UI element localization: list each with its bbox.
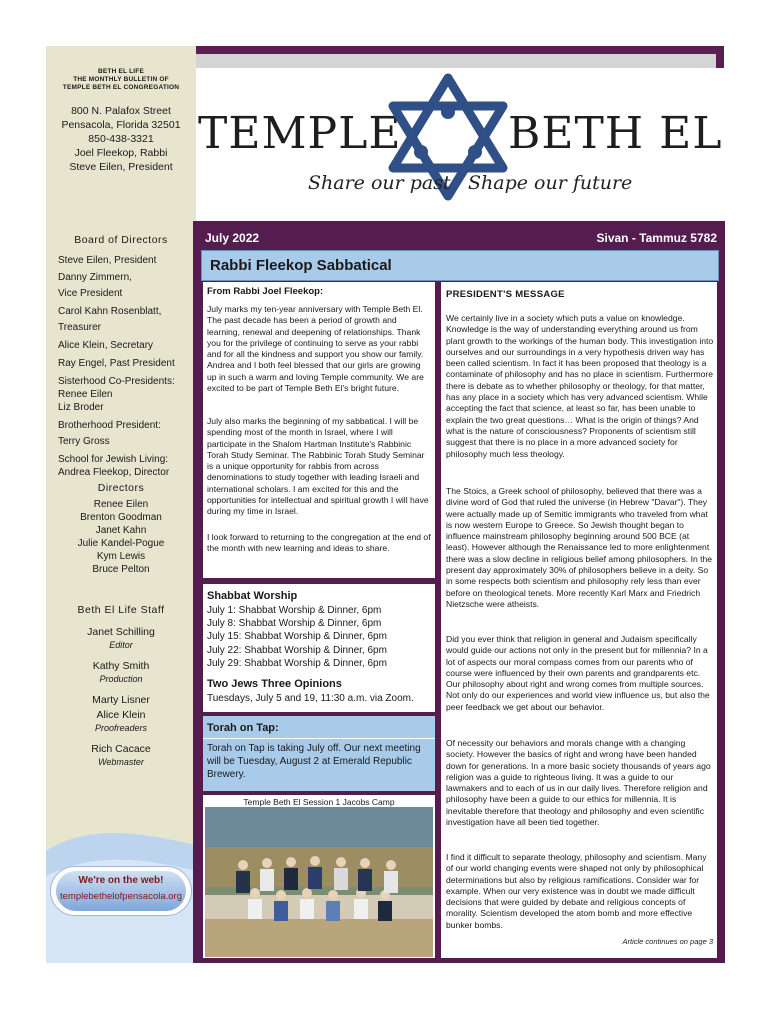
rabbi-letter: [203, 282, 435, 578]
shabbat-item: July 29: Shabbat Worship & Dinner, 6pm: [207, 657, 387, 669]
board-member: Treasurer: [58, 322, 101, 333]
hebrew-date: Sivan - Tammuz 5782: [596, 231, 717, 245]
bulletin-subtitle: THE MONTHLY BULLETIN OF: [73, 76, 169, 83]
bulletin-title: BETH EL LIFE: [98, 68, 144, 75]
presidents-heading: PRESIDENT'S MESSAGE: [446, 289, 565, 300]
director: Kym Lewis: [96, 551, 146, 562]
board-member: Ray Engel, Past President: [58, 358, 175, 369]
presidents-p3: Did you ever think that religion in general and Judaism specifically would guide our actions not only in the present but for millennia? In a lot of aspects our moral compass comes from our parents who of course were influenced by their own parents and grandparents etc. Our philosophy about right and wrong comes from multiple sources. Not only do our experiences and world view influence us, but also the peer feedback we get about our behavior.: [446, 634, 710, 712]
shabbat-list: [207, 604, 433, 670]
tagline-right: Shape our future: [468, 172, 633, 194]
issue-date: July 2022: [205, 231, 260, 245]
board-heading: Board of Directors: [74, 234, 168, 246]
board-member: School for Jewish Living:: [58, 454, 169, 465]
presidents-p4: Of necessity our behaviors and morals change with a changing society. However the basics of right and wrong have been handed down for generations. In a more basic society thousands of years ago religion was a guide to righteous living. It was a guide to our lawmakers and to each of us in our daily lives. Therefore religion and philosophy have been a guide to our ethics for millennia. It is inevitable therefore that theology and philosophy and even scientific investigation have all been tied together.: [446, 738, 711, 828]
torah-text: Torah on Tap is taking July off. Our next meeting will be Tuesday, August 2 at Emerald Republic Brewery.: [207, 743, 421, 781]
letter-from: From Rabbi Joel Fleekop:: [207, 286, 324, 297]
web-label: We're on the web!: [78, 875, 164, 886]
two-jews-text: Tuesdays, July 5 and 19, 11:30 a.m. via Zoom.: [207, 693, 414, 704]
staff-name: Janet Schilling: [87, 626, 155, 638]
staff-role: Production: [99, 674, 143, 684]
shabbat-box: [203, 584, 435, 712]
letter-p3: I look forward to returning to the congregation at the end of the month with new learning and ideas to share.: [207, 532, 431, 554]
logo-temple: TEMPLE: [198, 108, 402, 159]
tagline-left: Share our past: [308, 172, 451, 194]
staff-name: Marty Lisner: [92, 694, 150, 706]
photo-caption: Temple Beth El Session 1 Jacobs Camp: [243, 797, 395, 807]
headline: Rabbi Fleekop Sabbatical: [210, 257, 392, 274]
city: Pensacola, Florida 32501: [61, 119, 181, 131]
president: Steve Eilen, President: [69, 161, 173, 173]
board-member: Brotherhood President:: [58, 420, 161, 431]
bulletin-masthead: [46, 68, 196, 92]
shabbat-item: July 1: Shabbat Worship & Dinner, 6pm: [207, 605, 382, 616]
rabbi: Joel Fleekop, Rabbi: [74, 147, 168, 159]
board-member: Andrea Fleekop, Director: [58, 467, 170, 478]
letter-p2: July also marks the beginning of my sabbatical. I will be spending most of the month in Israel, where I will participate in the Shalom Hartman Institute's Rabbinic Torah Study Seminar. The Rabbinic Torah Study Seminar is a unique opportunity for rabbis from across denominations to study together with leading Israeli and international scholars. I am excited for this and the opportunities for intellectual and spiritual growth I will have during my time in Israel.: [207, 416, 429, 517]
director: Bruce Pelton: [92, 564, 150, 575]
staff-role: Webmaster: [98, 757, 144, 767]
board-member: Liz Broder: [58, 402, 104, 413]
presidents-p2: The Stoics, a Greek school of philosophy, believed that there was a divine word of God that ruled the universe (in Hebrew "Davar"). They were actually made up of Semitic immigrants who traveled from what is now western Europe to Greece. So Jewish thought began to influence mainstream philosophy beginning around 500 BCE (at least). However although the Renaissance led to more enlightenment there was a slow decline in religious belief among philosophers. In the present day approximately 30% of philosophers believe in a deity. So in some respects both scientism and philosophy rely less than ever before on theological tenets. More recently Karl Marx and Friedrich Nietzsche were atheists.: [446, 486, 713, 609]
board-member: Alice Klein, Secretary: [58, 340, 154, 351]
group-photo: [205, 807, 433, 957]
board-member: Vice President: [58, 288, 123, 299]
staff-role: Editor: [109, 640, 133, 650]
board-member: Danny Zimmern,: [58, 272, 132, 283]
logo-beth-el: BETH EL: [508, 108, 723, 159]
directors-list: [46, 498, 196, 576]
staff-name: Alice Klein: [96, 709, 146, 721]
headline-box: [201, 250, 719, 281]
board-member: Terry Gross: [58, 436, 110, 447]
continued-note: Article continues on page 3: [622, 937, 713, 946]
letter-p1: July marks my ten-year anniversary with Temple Beth El. The past decade has been a period of growth and learning, renewal and deepening of relationships. Thank you for the privilege of continuing to serve as your rabbi and for all the kindness and support you show our family. Andrea and I both feel blessed that our girls are growing up in such a warm and loving Temple community. We are excited to be part of Temple Beth El's bright future.: [207, 304, 424, 394]
director: Brenton Goodman: [80, 512, 162, 523]
staff-name: Kathy Smith: [92, 660, 150, 672]
staff-role: Proofreaders: [94, 723, 148, 733]
director: Janet Kahn: [95, 525, 147, 536]
directors-heading: Directors: [97, 482, 145, 494]
presidents-message: [441, 282, 717, 958]
web-url[interactable]: templebethelofpensacola.org: [59, 891, 182, 902]
presidents-p5: I find it difficult to separate theology, philosophy and scientism. Many of our world changing events were shaped not only by philosophical determinations but also by religious ramifications. Consider war for example. When our very existence was in doubt we made difficult decisions that were guided by debate and religious concepts of morality. Scientism developed the atom bomb and more effective bunker bombs.: [446, 852, 707, 930]
director: Renee Eilen: [93, 499, 149, 510]
staff-list: [46, 626, 196, 768]
torah-heading: Torah on Tap:: [207, 722, 279, 734]
street: 800 N. Palafox Street: [71, 105, 171, 117]
two-jews-heading: Two Jews Three Opinions: [207, 678, 342, 690]
shabbat-item: July 8: Shabbat Worship & Dinner, 6pm: [207, 618, 382, 630]
contact-block: [46, 104, 196, 174]
torah-box: [203, 716, 435, 791]
staff-heading: Beth El Life Staff: [77, 604, 165, 616]
board-list: [46, 254, 196, 479]
date-bar: [205, 229, 717, 247]
presidents-p1: We certainly live in a society which puts a value on knowledge. Knowledge is the way of understanding everything around us from plant growth to the workings of the human body. This investigation into ourselves and our surroundings in a very hypothesis driven way has been called scientism. In fact it has been proposed that theology is a contaminate of philosophy and has no place in scientism. Furthermore there is debate as to whether philosophy or theology, for that matter, has any place in a society which has very advanced scientism. While accepting the fact that science, at least so far, has been unable to explain the two great questions… What is the origin of things? And what is the nature of consciousness? Proponents of scientism still suggest that there is no place in a more advanced society for philosophy much less theology.: [446, 313, 714, 459]
sidebar: [46, 46, 196, 963]
board-member: Sisterhood Co-Presidents:: [58, 376, 175, 387]
phone: 850-438-3321: [88, 133, 154, 145]
staff-name: Rich Cacace: [91, 743, 151, 755]
shabbat-item: July 22: Shabbat Worship & Dinner, 6pm: [207, 644, 387, 656]
header-bar-shade: [196, 54, 716, 68]
board-member: Steve Eilen, President: [58, 255, 157, 266]
web-link[interactable]: [50, 866, 192, 916]
director: Julie Kandel-Pogue: [77, 538, 165, 549]
bulletin-subtitle-2: TEMPLE BETH EL CONGREGATION: [62, 84, 180, 91]
shabbat-heading: Shabbat Worship: [207, 590, 298, 602]
shabbat-item: July 15: Shabbat Worship & Dinner, 6pm: [207, 631, 387, 643]
board-member: Renee Eilen: [58, 389, 113, 400]
board-member: Carol Kahn Rosenblatt,: [58, 306, 162, 317]
photo-box: [203, 795, 435, 958]
